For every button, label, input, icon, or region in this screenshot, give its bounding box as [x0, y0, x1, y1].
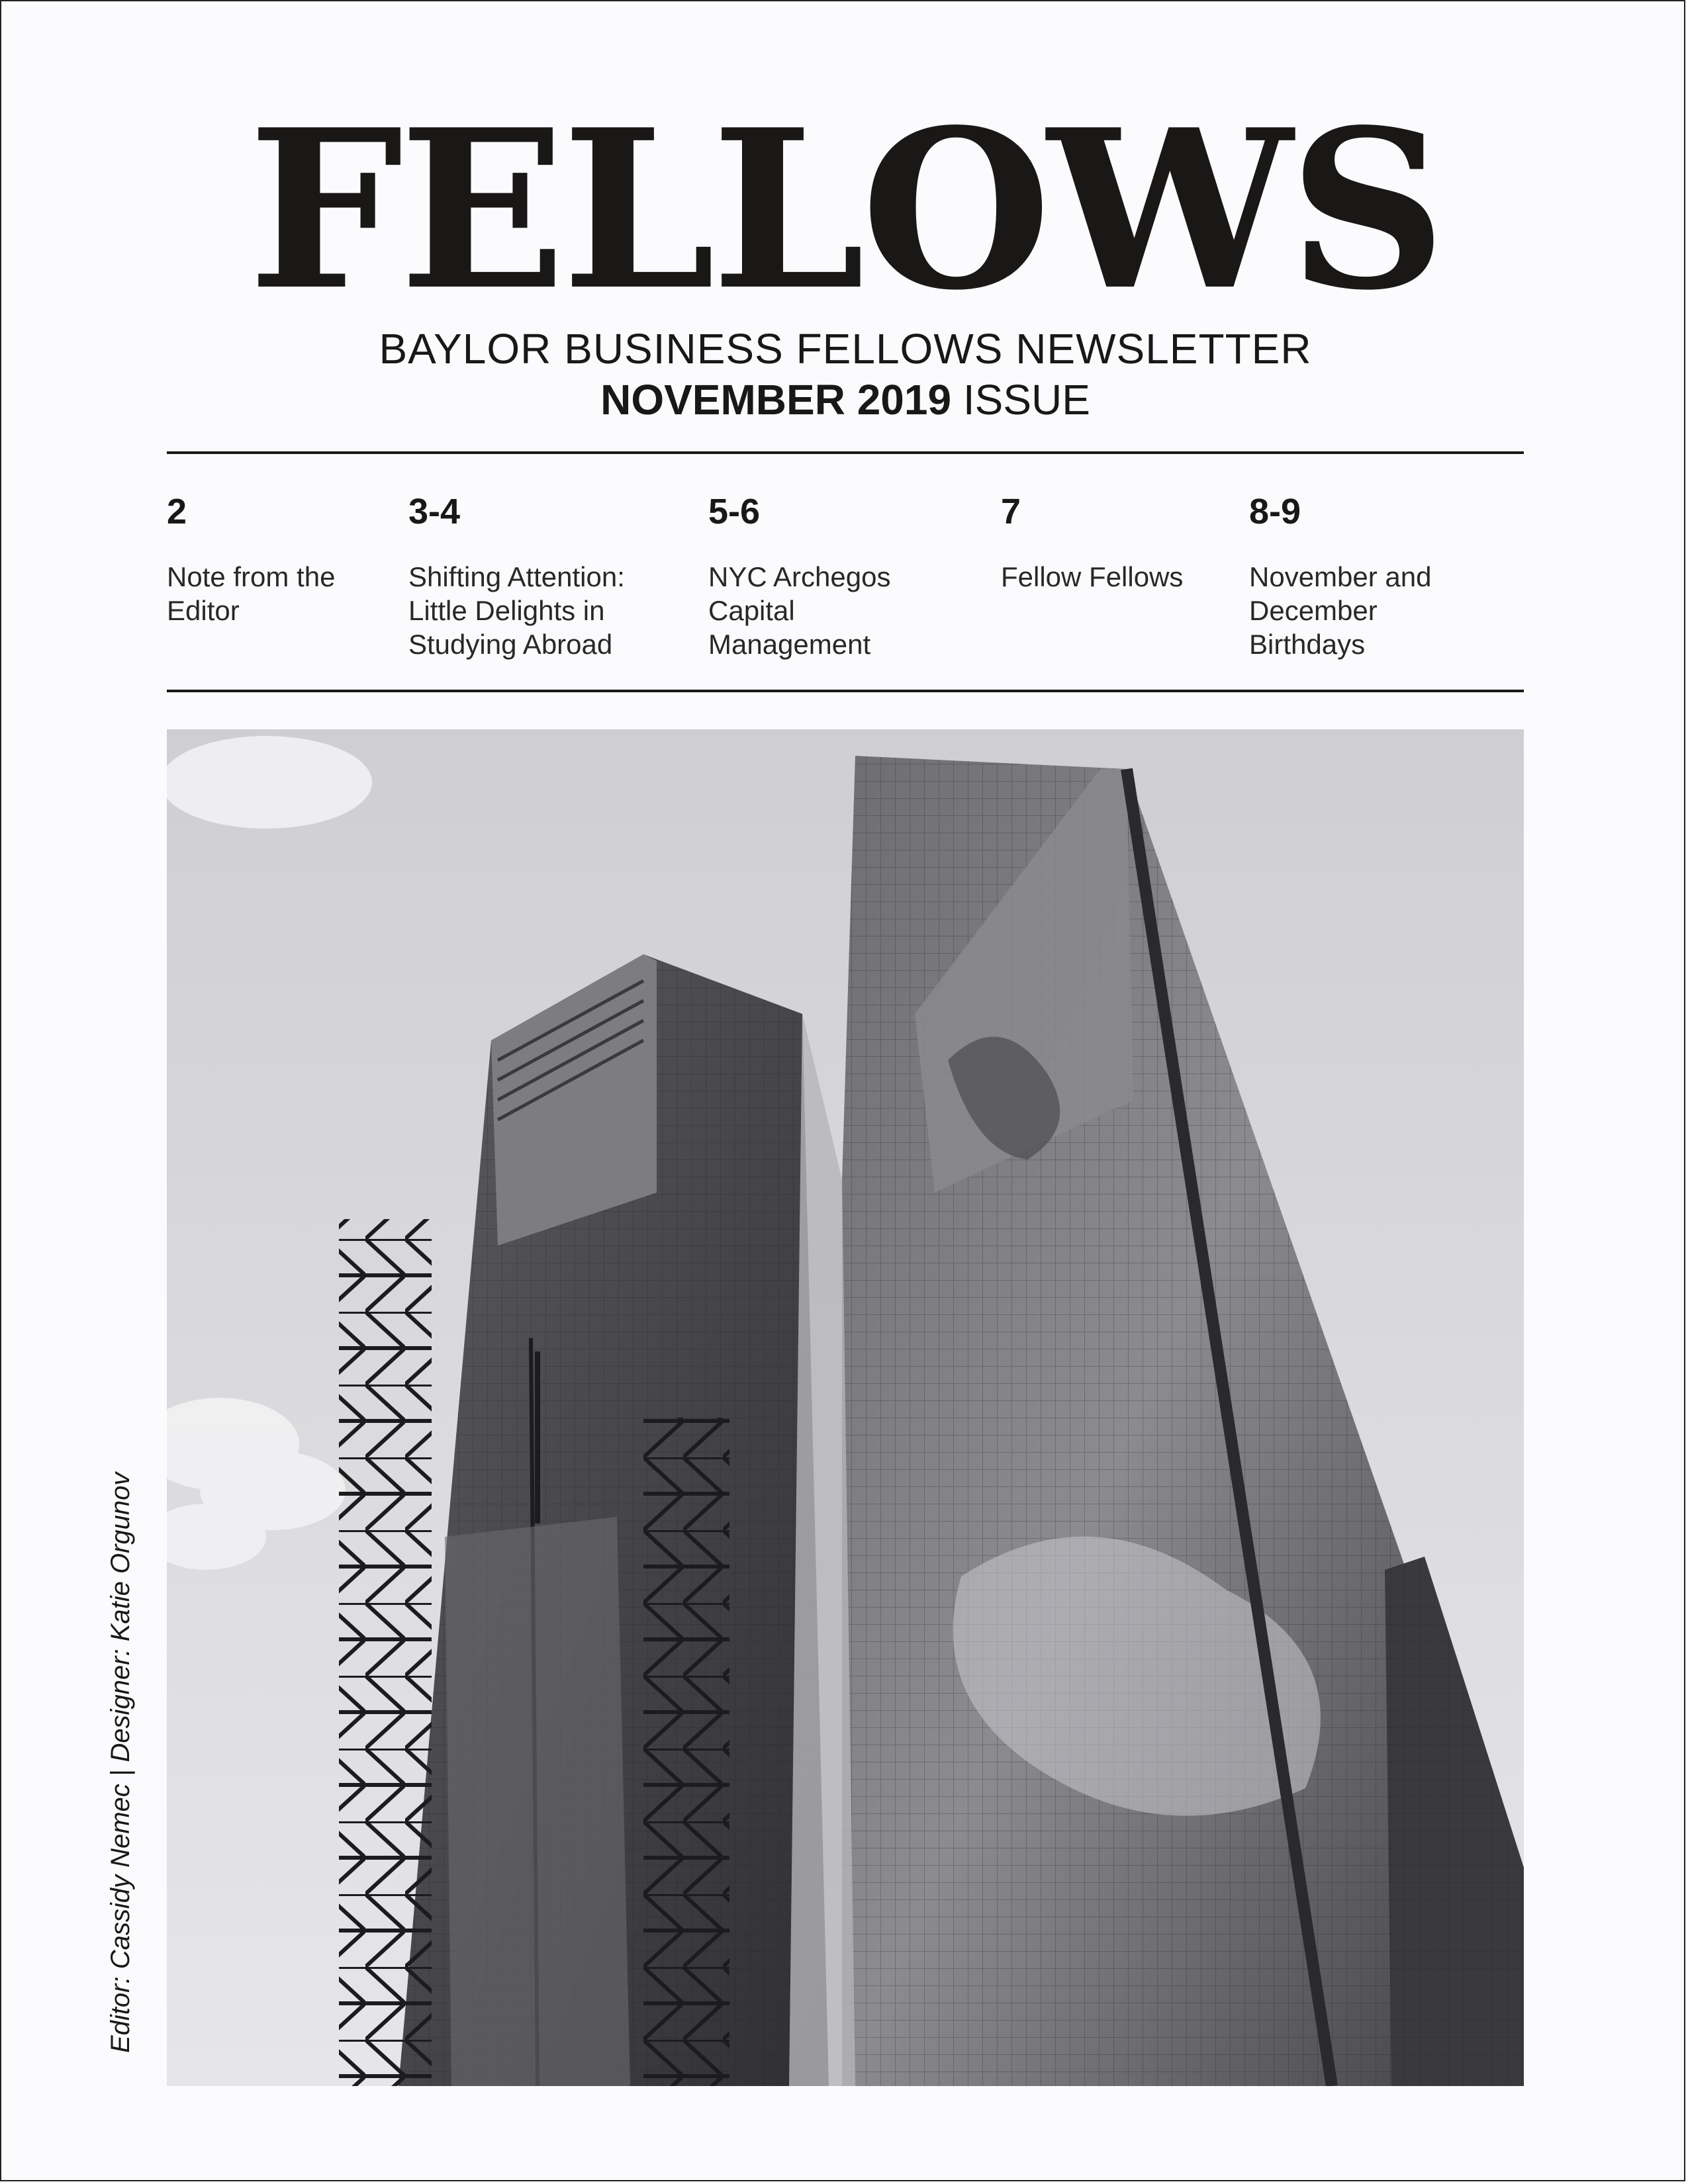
toc-title-line: Note from the	[167, 561, 336, 592]
toc-entry[interactable]	[708, 491, 890, 661]
divider-bottom	[167, 690, 1524, 692]
toc-title-line: Little Delights in	[408, 595, 605, 626]
toc-title-line: Birthdays	[1249, 629, 1366, 660]
toc-page-number: 8-9	[1249, 492, 1301, 531]
newsletter-name: BAYLOR BUSINESS FELLOWS NEWSLETTER	[379, 325, 1312, 373]
toc-entry[interactable]	[167, 491, 335, 627]
cover-photo	[167, 729, 1524, 2086]
toc-entry[interactable]	[1249, 491, 1431, 661]
masthead-title: FELLOWS	[248, 81, 1443, 338]
left-truss	[339, 1219, 432, 2086]
toc-page-number: 3-4	[408, 492, 461, 531]
toc-title-line: NYC Archegos	[708, 561, 891, 592]
toc-title	[167, 560, 335, 627]
issue-date: NOVEMBER 2019	[600, 376, 952, 424]
toc-entry[interactable]	[408, 491, 625, 661]
divider-top	[167, 451, 1524, 454]
toc-title	[708, 560, 890, 661]
toc-title-line: Editor	[167, 595, 240, 626]
toc-title	[1001, 560, 1183, 594]
issue-line	[1, 375, 1688, 424]
toc-title-line: Shifting Attention:	[408, 561, 625, 592]
toc-page-number: 2	[167, 492, 187, 531]
toc-title-line: Capital	[708, 595, 795, 626]
issue-label: ISSUE	[962, 376, 1090, 424]
toc-page-number: 7	[1001, 492, 1021, 531]
skyscraper-illustration	[167, 729, 1524, 2086]
toc-title-line: Fellow Fellows	[1001, 561, 1184, 592]
toc-title-line: Studying Abroad	[408, 629, 613, 660]
toc-entry[interactable]	[1001, 491, 1183, 594]
toc-title-line: November and	[1249, 561, 1432, 592]
toc-title-line: Management	[708, 629, 871, 660]
toc-title-line: December	[1249, 595, 1378, 626]
toc-title	[1249, 560, 1431, 661]
center-truss	[643, 1418, 729, 2086]
credits-vertical: Editor: Cassidy Nemec | Designer: Katie Orgunov	[106, 1472, 135, 2053]
toc-page-number: 5-6	[708, 492, 761, 531]
toc-title	[408, 560, 625, 661]
